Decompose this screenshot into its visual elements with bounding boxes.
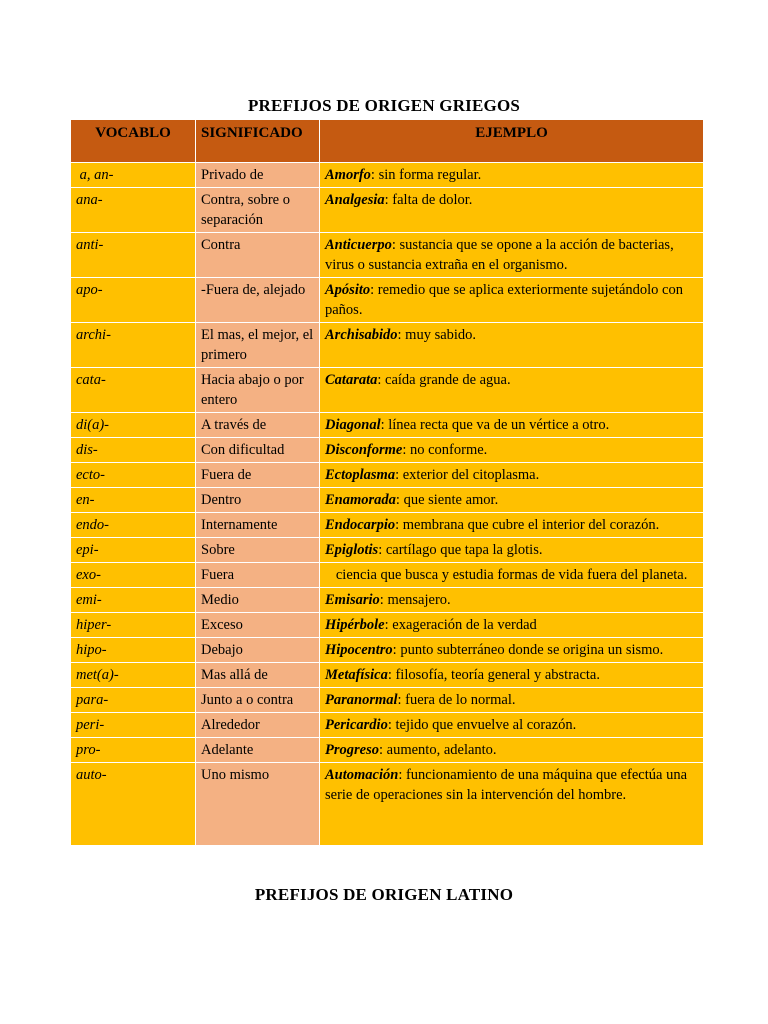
ejemplo-cell bbox=[320, 368, 704, 413]
ejemplo-definition: : cartílago que tapa la glotis. bbox=[378, 542, 543, 558]
vocablo-cell: hipo- bbox=[71, 638, 196, 663]
ejemplo-definition: : exageración de la verdad bbox=[384, 617, 537, 633]
table-row bbox=[71, 688, 704, 713]
ejemplo-definition: : caída grande de agua. bbox=[377, 372, 511, 388]
header-ejemplo: EJEMPLO bbox=[320, 120, 704, 163]
table-row bbox=[71, 188, 704, 233]
ejemplo-definition: : sustancia que se opone a la acción de bacterias, virus o sustancia extraña en el organismo. bbox=[325, 237, 678, 273]
vocablo-cell: epi- bbox=[71, 538, 196, 563]
ejemplo-definition: : punto subterráneo donde se origina un sismo. bbox=[392, 642, 664, 658]
ejemplo-word: Epiglotis bbox=[325, 542, 379, 558]
ejemplo-definition: : sin forma regular. bbox=[370, 167, 482, 183]
ejemplo-cell bbox=[320, 563, 704, 588]
significado-cell: -Fuera de, alejado bbox=[196, 278, 320, 323]
table-header-row bbox=[71, 120, 704, 163]
table-row bbox=[71, 413, 704, 438]
ejemplo-cell bbox=[320, 613, 704, 638]
significado-cell: Mas allá de bbox=[196, 663, 320, 688]
ejemplo-cell bbox=[320, 188, 704, 233]
table-row bbox=[71, 463, 704, 488]
ejemplo-cell bbox=[320, 463, 704, 488]
table-row bbox=[71, 488, 704, 513]
significado-cell: Junto a o contra bbox=[196, 688, 320, 713]
significado-cell: Sobre bbox=[196, 538, 320, 563]
ejemplo-word: Catarata bbox=[325, 372, 378, 388]
vocablo-cell: emi- bbox=[71, 588, 196, 613]
vocablo-cell: auto- bbox=[71, 763, 196, 846]
table-row bbox=[71, 513, 704, 538]
significado-cell: El mas, el mejor, el primero bbox=[196, 323, 320, 368]
ejemplo-cell bbox=[320, 513, 704, 538]
ejemplo-definition: : línea recta que va de un vértice a otro. bbox=[380, 417, 610, 433]
ejemplo-word: Metafísica bbox=[325, 667, 388, 683]
ejemplo-word: Diagonal bbox=[325, 417, 381, 433]
vocablo-cell: a, an- bbox=[71, 163, 196, 188]
vocablo-cell: dis- bbox=[71, 438, 196, 463]
ejemplo-definition: : funcionamiento de una máquina que efectúa una serie de operaciones sin la intervención del hombre. bbox=[325, 767, 691, 803]
table-row bbox=[71, 323, 704, 368]
table-row bbox=[71, 368, 704, 413]
vocablo-cell: para- bbox=[71, 688, 196, 713]
ejemplo-definition: : que siente amor. bbox=[395, 492, 499, 508]
ejemplo-word: Apósito bbox=[325, 282, 371, 298]
ejemplo-word: Hipérbole bbox=[325, 617, 385, 633]
ejemplo-word: Ectoplasma bbox=[325, 467, 396, 483]
ejemplo-definition: : fuera de lo normal. bbox=[397, 692, 516, 708]
ejemplo-cell bbox=[320, 538, 704, 563]
vocablo-cell: anti- bbox=[71, 233, 196, 278]
ejemplo-word: Amorfo bbox=[325, 167, 371, 183]
ejemplo-definition: : filosofía, teoría general y abstracta. bbox=[387, 667, 600, 683]
significado-cell: Alrededor bbox=[196, 713, 320, 738]
ejemplo-cell bbox=[320, 713, 704, 738]
vocablo-cell: ecto- bbox=[71, 463, 196, 488]
vocablo-cell: hiper- bbox=[71, 613, 196, 638]
ejemplo-cell bbox=[320, 688, 704, 713]
vocablo-cell: peri- bbox=[71, 713, 196, 738]
significado-cell: Medio bbox=[196, 588, 320, 613]
significado-cell: Uno mismo bbox=[196, 763, 320, 846]
ejemplo-word: Automación bbox=[325, 767, 399, 783]
vocablo-cell: exo- bbox=[71, 563, 196, 588]
table-row bbox=[71, 278, 704, 323]
ejemplo-definition: : no conforme. bbox=[402, 442, 488, 458]
ejemplo-cell bbox=[320, 488, 704, 513]
ejemplo-word: Analgesia bbox=[325, 192, 385, 208]
ejemplo-definition: : falta de dolor. bbox=[384, 192, 473, 208]
table-row bbox=[71, 233, 704, 278]
ejemplo-cell bbox=[320, 413, 704, 438]
ejemplo-cell bbox=[320, 588, 704, 613]
significado-cell: Fuera de bbox=[196, 463, 320, 488]
ejemplo-cell bbox=[320, 738, 704, 763]
vocablo-cell: en- bbox=[71, 488, 196, 513]
ejemplo-cell bbox=[320, 638, 704, 663]
significado-cell: Exceso bbox=[196, 613, 320, 638]
table-row bbox=[71, 613, 704, 638]
ejemplo-word: Progreso bbox=[325, 742, 379, 758]
ejemplo-word: Enamorada bbox=[325, 492, 396, 508]
ejemplo-cell bbox=[320, 278, 704, 323]
significado-cell: Dentro bbox=[196, 488, 320, 513]
table-row bbox=[71, 763, 704, 846]
significado-cell: Fuera bbox=[196, 563, 320, 588]
significado-cell: Contra bbox=[196, 233, 320, 278]
table-body bbox=[71, 163, 704, 846]
vocablo-cell: pro- bbox=[71, 738, 196, 763]
table-row bbox=[71, 438, 704, 463]
vocablo-cell: archi- bbox=[71, 323, 196, 368]
header-vocablo: VOCABLO bbox=[71, 120, 196, 163]
ejemplo-definition: : mensajero. bbox=[379, 592, 451, 608]
ejemplo-definition: : tejido que envuelve al corazón. bbox=[387, 717, 577, 733]
ejemplo-definition: : remedio que se aplica exteriormente sujetándolo con paños. bbox=[325, 282, 687, 318]
vocablo-cell: apo- bbox=[71, 278, 196, 323]
vocablo-cell: endo- bbox=[71, 513, 196, 538]
significado-cell: A través de bbox=[196, 413, 320, 438]
table-row bbox=[71, 713, 704, 738]
page-title: PREFIJOS DE ORIGEN GRIEGOS bbox=[247, 96, 521, 115]
header-significado: SIGNIFICADO bbox=[196, 120, 320, 163]
prefix-table bbox=[70, 119, 704, 846]
significado-cell: Adelante bbox=[196, 738, 320, 763]
ejemplo-definition: : muy sabido. bbox=[397, 327, 477, 343]
ejemplo-cell bbox=[320, 323, 704, 368]
table-row bbox=[71, 538, 704, 563]
ejemplo-word: Emisario bbox=[325, 592, 380, 608]
ejemplo-word: Paranormal bbox=[325, 692, 398, 708]
ejemplo-definition: : aumento, adelanto. bbox=[378, 742, 497, 758]
table-row bbox=[71, 638, 704, 663]
ejemplo-cell bbox=[320, 763, 704, 846]
table-row bbox=[71, 563, 704, 588]
ejemplo-word: Anticuerpo bbox=[325, 237, 392, 253]
significado-cell: Internamente bbox=[196, 513, 320, 538]
ejemplo-definition: : membrana que cubre el interior del corazón. bbox=[395, 517, 660, 533]
vocablo-cell: met(a)- bbox=[71, 663, 196, 688]
table-row bbox=[71, 588, 704, 613]
significado-cell: Debajo bbox=[196, 638, 320, 663]
ejemplo-word: Archisabido bbox=[325, 327, 398, 343]
table-row bbox=[71, 738, 704, 763]
table-row bbox=[71, 163, 704, 188]
significado-cell: Contra, sobre o separación bbox=[196, 188, 320, 233]
vocablo-cell: ana- bbox=[71, 188, 196, 233]
ejemplo-cell bbox=[320, 233, 704, 278]
ejemplo-cell bbox=[320, 438, 704, 463]
ejemplo-word: Disconforme bbox=[325, 442, 403, 458]
significado-cell: Con dificultad bbox=[196, 438, 320, 463]
ejemplo-word: Pericardio bbox=[325, 717, 388, 733]
ejemplo-definition: ciencia que busca y estudia formas de vida fuera del planeta. bbox=[325, 567, 688, 583]
ejemplo-cell bbox=[320, 163, 704, 188]
vocablo-cell: cata- bbox=[71, 368, 196, 413]
ejemplo-word: Endocarpio bbox=[325, 517, 396, 533]
vocablo-cell: di(a)- bbox=[71, 413, 196, 438]
table-row bbox=[71, 663, 704, 688]
ejemplo-cell bbox=[320, 663, 704, 688]
section-title-latino: PREFIJOS DE ORIGEN LATINO bbox=[254, 885, 514, 904]
ejemplo-definition: : exterior del citoplasma. bbox=[395, 467, 540, 483]
ejemplo-word: Hipocentro bbox=[325, 642, 393, 658]
significado-cell: Hacia abajo o por entero bbox=[196, 368, 320, 413]
significado-cell: Privado de bbox=[196, 163, 320, 188]
